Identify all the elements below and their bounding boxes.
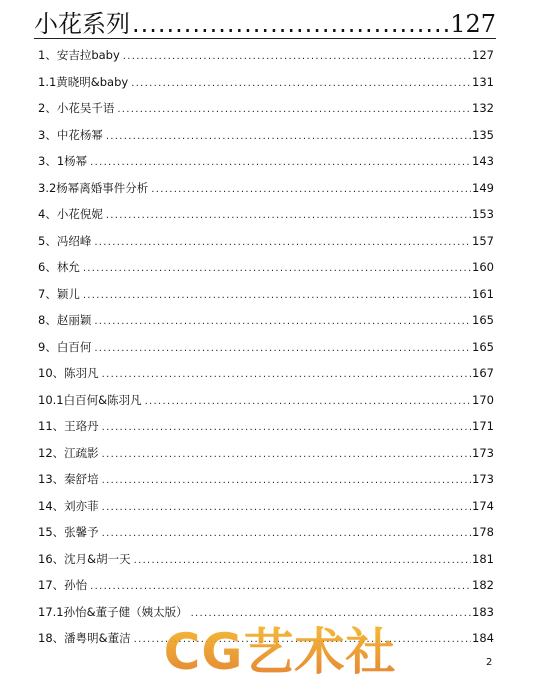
toc-entry-page: 183 — [472, 604, 494, 619]
toc-entry[interactable] — [38, 493, 494, 520]
toc-entry-title: 3、1杨幂 — [38, 154, 88, 168]
toc-entry-page: 153 — [472, 207, 494, 221]
toc-entry-page: 174 — [472, 498, 494, 513]
toc-entry[interactable] — [38, 175, 494, 202]
toc-entry-page: 173 — [472, 445, 494, 460]
toc-entry[interactable] — [38, 148, 494, 175]
toc-entry-page: 181 — [472, 551, 494, 566]
toc-entry[interactable] — [38, 440, 494, 467]
toc-entry-page: 173 — [472, 472, 494, 486]
toc-entry-title: 9、白百何 — [38, 339, 92, 354]
toc-entry-page: 178 — [472, 525, 494, 539]
toc-list — [38, 42, 494, 652]
toc-entry-title: 8、赵丽颖 — [38, 313, 92, 327]
toc-entry-page: 127 — [472, 48, 494, 62]
toc-entry[interactable] — [38, 546, 494, 573]
toc-entry-leader — [102, 468, 471, 495]
toc-entry[interactable] — [38, 334, 494, 361]
toc-entry-title: 12、江疏影 — [38, 445, 99, 460]
toc-entry-leader — [83, 256, 471, 283]
toc-entry-title: 10.1白百何&陈羽凡 — [38, 392, 142, 407]
toc-entry-leader — [134, 548, 471, 575]
toc-entry[interactable] — [38, 413, 494, 440]
toc-heading-page: 127 — [450, 10, 496, 38]
toc-entry-title: 11、王珞丹 — [38, 419, 99, 433]
toc-entry-page: 184 — [472, 631, 494, 645]
toc-entry-title: 18、潘粤明&董洁 — [38, 631, 131, 645]
toc-entry[interactable] — [38, 572, 494, 599]
toc-entry-leader — [94, 309, 471, 336]
toc-entry-title: 15、张馨予 — [38, 525, 99, 539]
toc-entry-page: 143 — [472, 154, 494, 168]
toc-entry[interactable] — [38, 466, 494, 493]
toc-entry-leader — [83, 283, 471, 310]
toc-entry[interactable] — [38, 254, 494, 281]
toc-heading-title: 小花系列 — [34, 10, 130, 38]
toc-entry-title: 17、孙怡 — [38, 578, 88, 592]
toc-entry-title: 3、中花杨幂 — [38, 127, 103, 142]
toc-entry-page: 131 — [472, 74, 494, 89]
toc-entry-leader — [102, 442, 471, 469]
toc-entry-leader — [123, 44, 471, 71]
toc-entry-title: 16、沈月&胡一天 — [38, 551, 131, 566]
toc-entry-title: 1.1黄晓明&baby — [38, 74, 129, 89]
toc-entry-title: 2、小花吴千语 — [38, 101, 115, 115]
toc-entry-leader — [94, 336, 471, 363]
toc-entry[interactable] — [38, 95, 494, 122]
toc-entry[interactable] — [38, 69, 494, 96]
toc-entry-leader — [117, 97, 471, 124]
toc-entry-title: 13、秦舒培 — [38, 472, 99, 486]
toc-entry-page: 167 — [472, 366, 494, 380]
toc-entry[interactable] — [38, 307, 494, 334]
toc-entry-page: 160 — [472, 260, 494, 274]
toc-entry-title: 1、安吉拉baby — [38, 48, 120, 62]
toc-entry[interactable] — [38, 228, 494, 255]
toc-entry-leader — [102, 521, 471, 548]
toc-entry[interactable] — [38, 42, 494, 69]
toc-entry-leader — [151, 177, 471, 204]
toc-entry-title: 5、冯绍峰 — [38, 233, 92, 248]
toc-entry-page: 171 — [472, 419, 494, 433]
toc-entry-leader — [94, 230, 471, 257]
toc-entry-title: 3.2杨幂离婚事件分析 — [38, 180, 149, 195]
toc-entry-leader — [102, 495, 471, 522]
toc-entry-title: 4、小花倪妮 — [38, 207, 103, 221]
toc-entry[interactable] — [38, 201, 494, 228]
page-number: 2 — [486, 657, 493, 668]
toc-entry-title: 6、林允 — [38, 260, 80, 274]
toc-entry-leader — [102, 362, 471, 389]
toc-entry-leader — [106, 203, 471, 230]
toc-entry[interactable] — [38, 387, 494, 414]
toc-heading[interactable] — [34, 2, 496, 39]
toc-entry-leader — [90, 150, 471, 177]
toc-entry-page: 182 — [472, 578, 494, 592]
toc-entry-title: 7、颖儿 — [38, 286, 80, 301]
toc-entry-leader — [90, 574, 471, 601]
toc-entry-page: 132 — [472, 101, 494, 115]
toc-entry-page: 165 — [472, 313, 494, 327]
toc-entry-leader — [106, 124, 471, 151]
toc-entry-page: 149 — [472, 180, 494, 195]
watermark-logo — [155, 617, 405, 683]
toc-entry-leader — [131, 71, 471, 98]
toc-entry-leader — [102, 415, 471, 442]
toc-entry[interactable] — [38, 360, 494, 387]
toc-entry-page: 135 — [472, 127, 494, 142]
toc-entry-title: 17.1孙怡&董子健（姨太版） — [38, 604, 188, 619]
toc-entry[interactable] — [38, 281, 494, 308]
toc-entry-leader — [145, 389, 471, 416]
toc-entry-page: 161 — [472, 286, 494, 301]
toc-entry-page: 165 — [472, 339, 494, 354]
toc-entry-page: 157 — [472, 233, 494, 248]
toc-entry[interactable] — [38, 519, 494, 546]
svg-text:CG艺术社: CG艺术社 — [163, 623, 397, 681]
toc-entry-title: 10、陈羽凡 — [38, 366, 99, 380]
toc-entry-title: 14、刘亦菲 — [38, 498, 99, 513]
toc-entry-page: 170 — [472, 392, 494, 407]
toc-heading-leader — [132, 10, 448, 38]
toc-entry[interactable] — [38, 122, 494, 149]
